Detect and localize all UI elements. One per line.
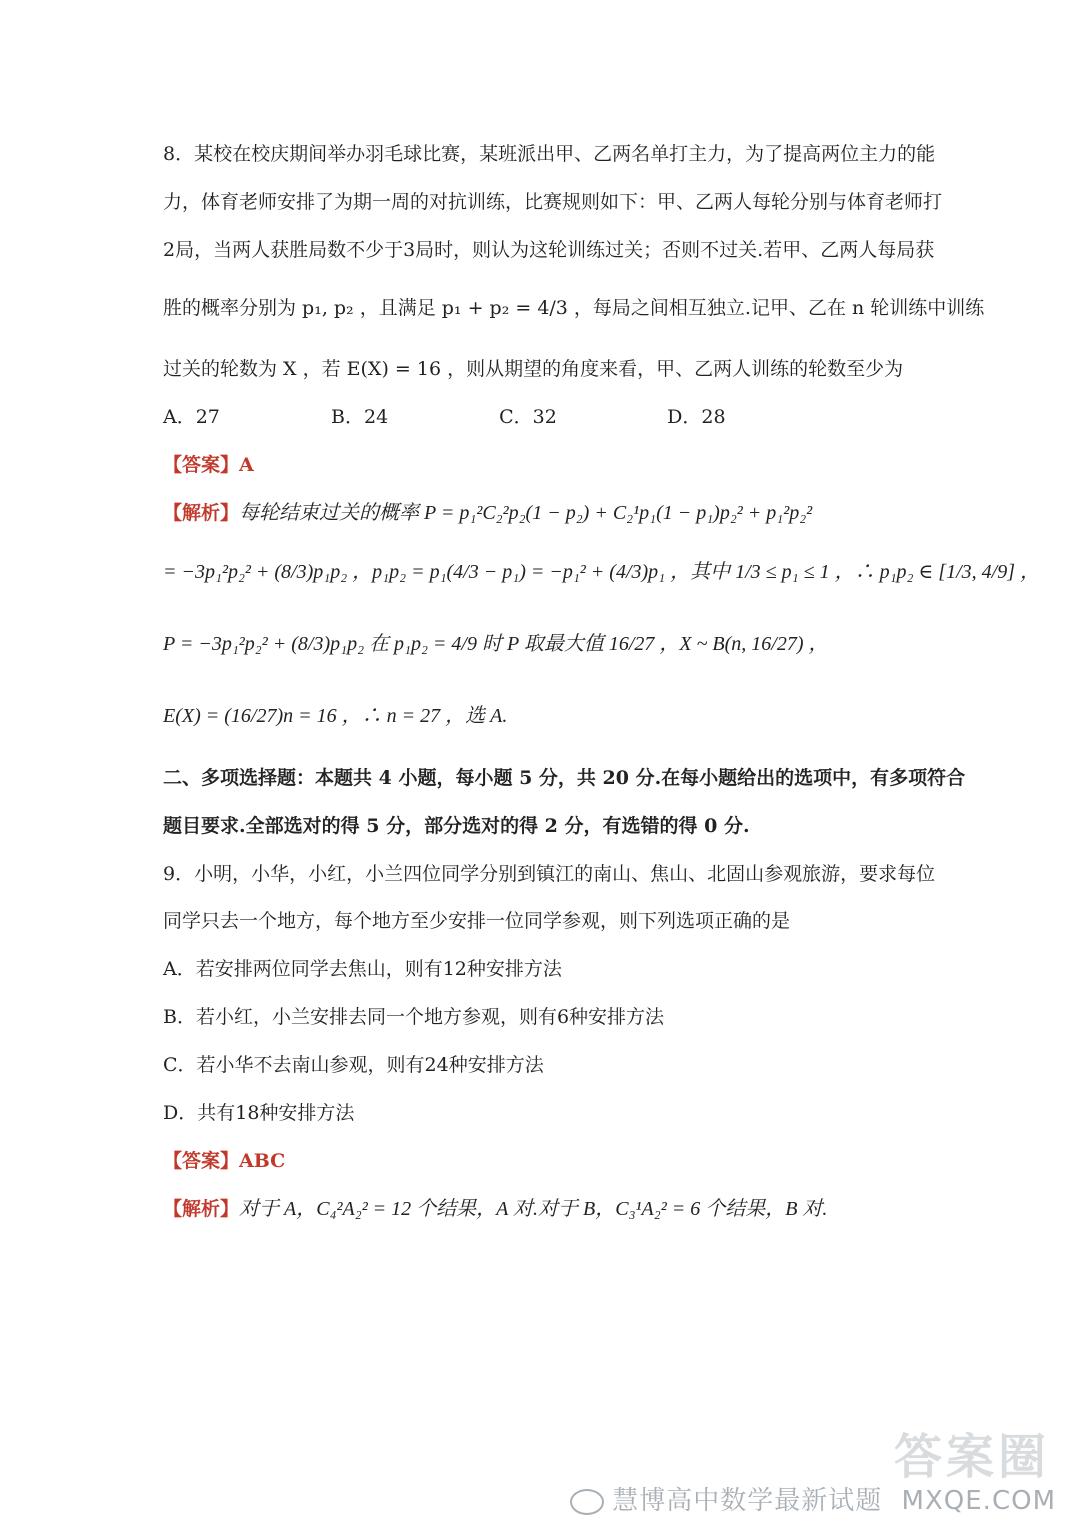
q9-answer: [163, 1147, 285, 1175]
answer-value: A: [239, 454, 254, 476]
q8-stem-line3: 2局，当两人获胜局数不少于3局时，则认为这轮训练过关；否则不过关.若甲、乙两人每局获: [163, 239, 935, 261]
analysis-text: 每轮结束过关的概率 P = p₁²C₂²p₂(1 − p₂) + C₂¹p₁(1 − p₁)p₂² + p₁²p₂²: [239, 502, 813, 524]
q8-analysis-line2: = −3p₁²p₂² + (8/3)p₁p₂ ，p₁p₂ = p₁(4/3 − p₁) = −p₁² + (4/3)p₁ ，其中 1/3 ≤ p₁ ≤ 1 ，∴ p₁p₂ ∈ [1/3, 4/9] ，: [163, 561, 1040, 583]
q8-option-c: C．32: [499, 406, 557, 428]
q8-stem-line1: 8．某校在校庆期间举办羽毛球比赛，某班派出甲、乙两名单打主力，为了提高两位主力的能: [163, 143, 936, 165]
q9-option-d: D．共有18种安排方法: [163, 1102, 355, 1124]
section2-heading-line1: 二、多项选择题：本题共 4 小题，每小题 5 分，共 20 分.在每小题给出的选项中，有多项符合: [163, 767, 966, 789]
q9-option-b: B．若小红，小兰安排去同一个地方参观，则有6种安排方法: [163, 1006, 665, 1028]
q8-answer: [163, 451, 254, 479]
watermark-logo: [894, 1418, 1050, 1487]
q8-analysis-line1: [163, 499, 812, 527]
q9-option-c: C．若小华不去南山参观，则有24种安排方法: [163, 1054, 544, 1076]
q8-stem-line5: 过关的轮数为 X ，若 E(X) = 16 ，则从期望的角度来看，甲、乙两人训练的轮数至少为: [163, 358, 904, 380]
q8-analysis-line4: E(X) = (16/27)n = 16 ，∴ n = 27 ，选 A.: [163, 705, 508, 727]
q8-stem-line2: 力，体育老师安排了为期一周的对抗训练，比赛规则如下：甲、乙两人每轮分别与体育老师打: [163, 191, 943, 213]
q9-option-a: A．若安排两位同学去焦山，则有12种安排方法: [163, 958, 562, 980]
q9-stem-line1: 9．小明，小华，小红，小兰四位同学分别到镇江的南山、焦山、北固山参观旅游，要求每位: [163, 863, 936, 885]
watermark-site: MXQE.COM: [901, 1486, 1056, 1516]
q8-option-b: B．24: [331, 406, 389, 428]
q8-options: [163, 403, 829, 431]
watermark-text: 慧博高中数学最新试题: [612, 1486, 883, 1516]
answer-value: ABC: [239, 1150, 286, 1172]
q9-analysis-line1: [163, 1195, 827, 1223]
q8-stem-line4: 胜的概率分别为 p₁, p₂ ，且满足 p₁ + p₂ = 4/3 ，每局之间相互独立.记甲、乙在 n 轮训练中训练: [163, 297, 985, 319]
q8-option-d: D．28: [667, 406, 726, 428]
answer-label: 【答案】: [163, 1150, 240, 1172]
q8-option-a: A．27: [163, 406, 220, 428]
analysis-text: 对于 A，C₄²A₂² = 12 个结果，A 对.对于 B，C₃¹A₂² = 6 个结果，B 对.: [239, 1198, 828, 1220]
watermark-logo-text: 答案圈: [893, 1429, 1050, 1485]
wechat-icon: [570, 1489, 604, 1515]
analysis-label: 【解析】: [163, 502, 240, 524]
watermark: [570, 1480, 1056, 1517]
answer-label: 【答案】: [163, 454, 240, 476]
section2-heading-line2: 题目要求.全部选对的得 5 分，部分选对的得 2 分，有选错的得 0 分.: [163, 815, 750, 837]
q8-analysis-line3: P = −3p₁²p₂² + (8/3)p₁p₂ 在 p₁p₂ = 4/9 时 P 取最大值 16/27 ，X ~ B(n, 16/27) ，: [163, 633, 829, 655]
analysis-label: 【解析】: [163, 1198, 240, 1220]
q9-stem-line2: 同学只去一个地方，每个地方至少安排一位同学参观，则下列选项正确的是: [163, 910, 791, 932]
